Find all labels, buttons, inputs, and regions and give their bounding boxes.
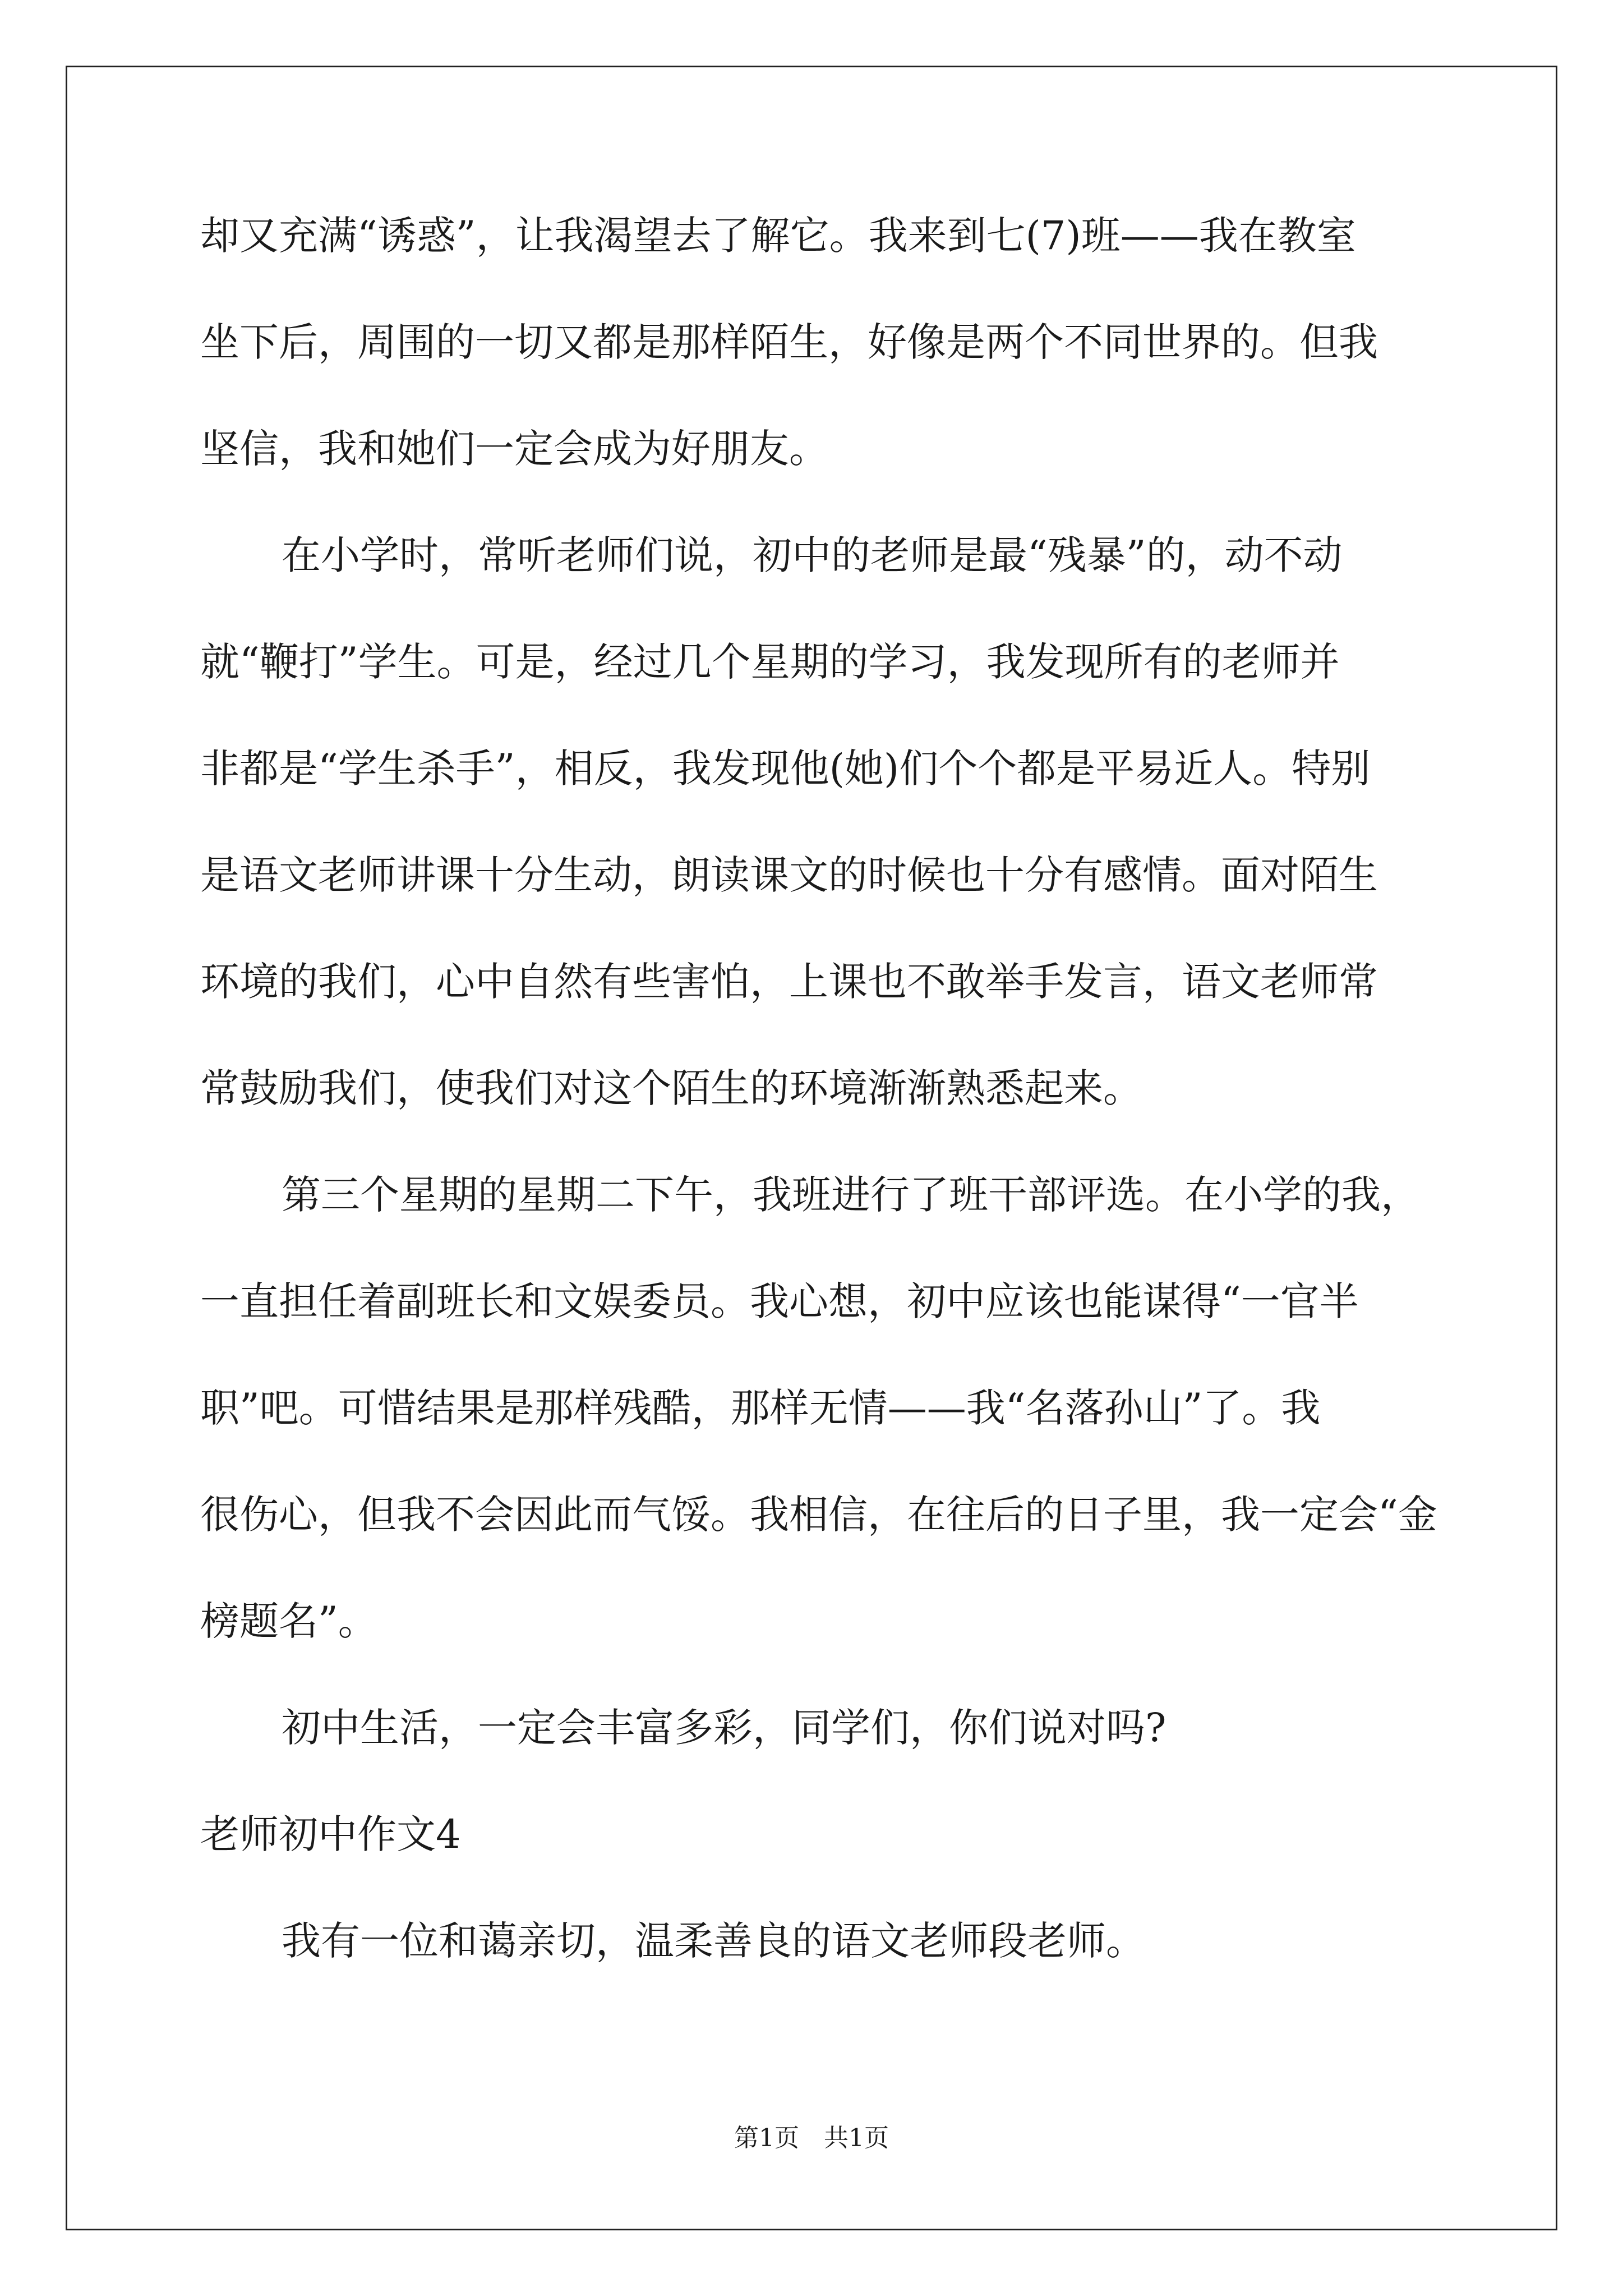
- text-line: 榜题名”。: [200, 1598, 377, 1644]
- text-line: 坐下后，周围的一切又都是那样陌生，好像是两个不同世界的。但我: [200, 319, 1378, 365]
- text-line: 很伤心，但我不会因此而气馁。我相信，在往后的日子里，我一定会“金: [200, 1492, 1437, 1538]
- text-line: 却又充满“诱惑”，让我渴望去了解它。我来到七(7)班——我在教室: [200, 213, 1356, 259]
- section-heading: 老师初中作文4: [200, 1811, 461, 1857]
- paragraph-start-line: 第三个星期的星期二下午，我班进行了班干部评选。在小学的我，: [282, 1172, 1420, 1218]
- text-line: 非都是“学生杀手”，相反，我发现他(她)们个个都是平易近人。特别: [200, 746, 1371, 792]
- paragraph-start-line: 初中生活，一定会丰富多彩，同学们，你们说对吗?: [282, 1705, 1166, 1751]
- text-line: 常鼓励我们，使我们对这个陌生的环境渐渐熟悉起来。: [200, 1065, 1142, 1111]
- text-line: 职”吧。可惜结果是那样残酷，那样无情——我“名落孙山”了。我: [200, 1385, 1321, 1431]
- text-line: 坚信，我和她们一定会成为好朋友。: [200, 426, 828, 472]
- page-footer: 第1页 共1页: [734, 2124, 889, 2152]
- text-line: 环境的我们，心中自然有些害怕，上课也不敢举手发言，语文老师常: [200, 959, 1378, 1005]
- paragraph-start-line: 我有一位和蔼亲切，温柔善良的语文老师段老师。: [282, 1918, 1145, 1964]
- page-frame: [66, 66, 1557, 2230]
- paragraph-start-line: 在小学时，常听老师们说，初中的老师是最“残暴”的，动不动: [282, 532, 1343, 578]
- text-line: 就“鞭打”学生。可是，经过几个星期的学习，我发现所有的老师并: [200, 639, 1340, 685]
- text-line: 一直担任着副班长和文娱委员。我心想，初中应该也能谋得“一官半: [200, 1278, 1359, 1324]
- text-line: 是语文老师讲课十分生动，朗读课文的时候也十分有感情。面对陌生: [200, 852, 1378, 898]
